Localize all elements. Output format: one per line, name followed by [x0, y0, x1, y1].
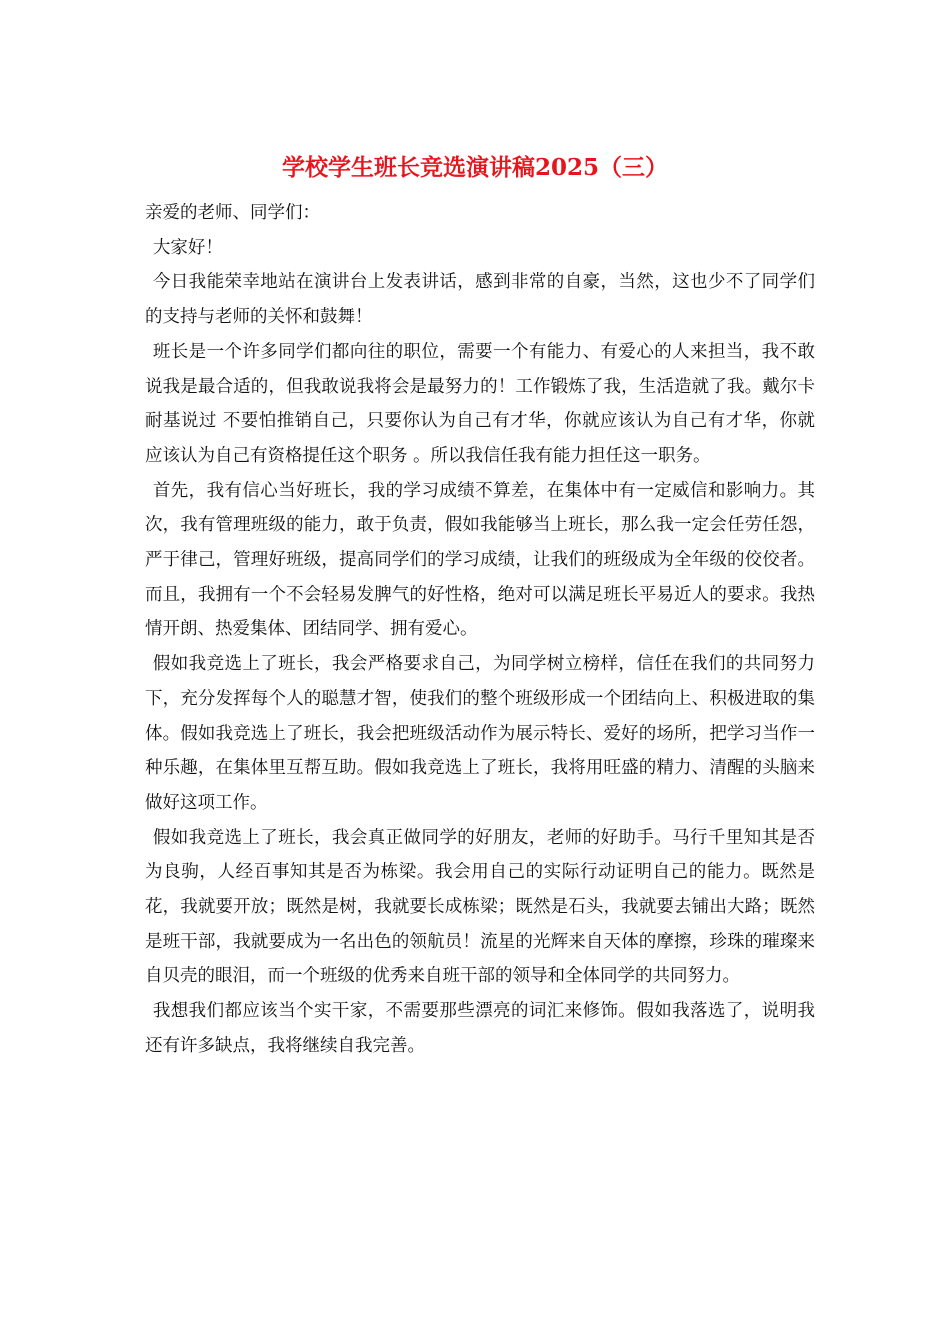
- paragraph-opening: 今日我能荣幸地站在演讲台上发表讲话，感到非常的自豪，当然，这也少不了同学们的支持与老师的关怀和鼓舞！: [145, 272, 815, 328]
- document-body: [145, 196, 815, 1064]
- paragraph-qualifications: 首先，我有信心当好班长，我的学习成绩不算差，在集体中有一定威信和影响力。其次，我有管理班级的能力，敢于负责，假如我能够当上班长，那么我一定会任劳任怨，严于律己，管理好班级，提高同学们的学习成绩，让我们的班级成为全年级的佼佼者。而且，我拥有一个不会轻易发脾气的好性格，绝对可以满足班长平易近人的要求。我热情开朗、热爱集体、团结同学、拥有爱心。: [145, 480, 815, 640]
- paragraph-commitment: 假如我竞选上了班长，我会真正做同学的好朋友，老师的好助手。马行千里知其是否为良驹，人经百事知其是否为栋梁。我会用自己的实际行动证明自己的能力。既然是花，我就要开放；既然是树，我就要长成栋梁；既然是石头，我就要去铺出大路；既然是班干部，我就要成为一名出色的领航员！流星的光辉来自天体的摩擦，珍珠的璀璨来自贝壳的眼泪，而一个班级的优秀来自班干部的领导和全体同学的共同努力。: [145, 827, 815, 987]
- paragraph-role: 班长是一个许多同学们都向往的职位，需要一个有能力、有爱心的人来担当，我不敢说我是最合适的，但我敢说我将会是最努力的！工作锻炼了我，生活造就了我。戴尔卡耐基说过 不要怕推销自己，只要你认为自己有才华，你就应该认为自己有才华，你就应该认为自己有资格提任这个职务 。所以我信任我有能力担任这一职务。: [145, 341, 815, 466]
- paragraph-plans: 假如我竞选上了班长，我会严格要求自己，为同学树立榜样，信任在我们的共同努力下，充分发挥每个人的聪慧才智，使我们的整个班级形成一个团结向上、积极进取的集体。假如我竞选上了班长，我会把班级活动作为展示特长、爱好的场所，把学习当作一种乐趣，在集体里互帮互助。假如我竞选上了班长，我将用旺盛的精力、清醒的头脑来做好这项工作。: [145, 654, 815, 813]
- paragraph-closing: 我想我们都应该当个实干家，不需要那些漂亮的词汇来修饰。假如我落选了，说明我还有许多缺点，我将继续自我完善。: [145, 1001, 815, 1056]
- salutation: 亲爱的老师、同学们：: [145, 203, 320, 223]
- paragraph-greeting: 大家好！: [152, 237, 223, 258]
- document-title: 学校学生班长竞选演讲稿2025（三）: [281, 154, 668, 181]
